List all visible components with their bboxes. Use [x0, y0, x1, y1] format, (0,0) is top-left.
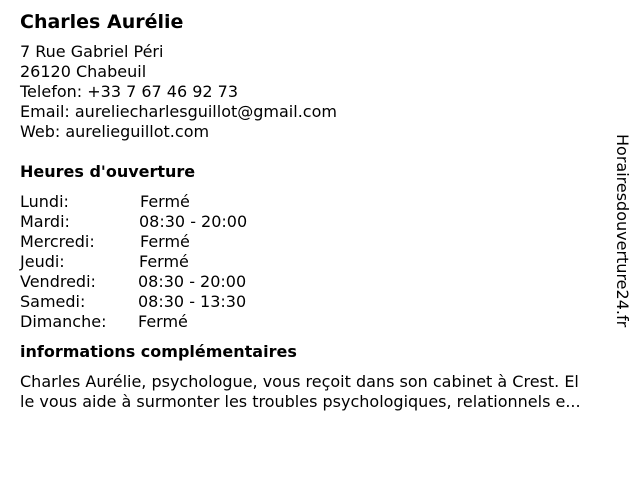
hours-row-wednesday — [20, 232, 625, 252]
day-hours: Fermé — [138, 312, 188, 331]
info-heading: informations complémentaires — [20, 342, 297, 361]
day-hours: 08:30 - 20:00 — [138, 272, 247, 291]
web-line: Web: aurelieguillot.com — [20, 122, 210, 141]
street-address: 7 Rue Gabriel Péri — [20, 42, 164, 61]
day-hours: 08:30 - 20:00 — [139, 212, 248, 231]
contact-block — [20, 42, 625, 142]
description-line-1: Charles Aurélie, psychologue, vous reçoit dans son cabinet à Crest. El — [20, 372, 579, 391]
day-label: Mercredi: — [20, 232, 95, 251]
day-label: Dimanche: — [20, 312, 107, 331]
day-hours: Fermé — [140, 192, 190, 211]
day-hours: 08:30 - 13:30 — [138, 292, 247, 311]
hours-table — [20, 192, 625, 332]
day-label: Samedi: — [20, 292, 86, 311]
hours-row-monday — [20, 192, 625, 212]
day-hours: Fermé — [140, 232, 190, 251]
business-name: Charles Aurélie — [20, 11, 184, 33]
phone-line: Telefon: +33 7 67 46 92 73 — [20, 82, 239, 101]
day-label: Vendredi: — [20, 272, 96, 291]
site-watermark: Horairesdouverture24.fr — [613, 134, 632, 328]
hours-row-thursday — [20, 252, 625, 272]
hours-row-tuesday — [20, 212, 625, 232]
day-label: Jeudi: — [20, 252, 65, 271]
hours-row-saturday — [20, 292, 625, 312]
description-line-2: le vous aide à surmonter les troubles psychologiques, relationnels e... — [20, 392, 581, 411]
hours-row-friday — [20, 272, 625, 292]
city-postal: 26120 Chabeuil — [20, 62, 147, 81]
business-card — [20, 10, 625, 412]
day-label: Mardi: — [20, 212, 70, 231]
hours-row-sunday — [20, 312, 625, 332]
day-label: Lundi: — [20, 192, 69, 211]
email-line: Email: aureliecharlesguillot@gmail.com — [20, 102, 337, 121]
day-hours: Fermé — [139, 252, 189, 271]
hours-heading: Heures d'ouverture — [20, 162, 196, 181]
